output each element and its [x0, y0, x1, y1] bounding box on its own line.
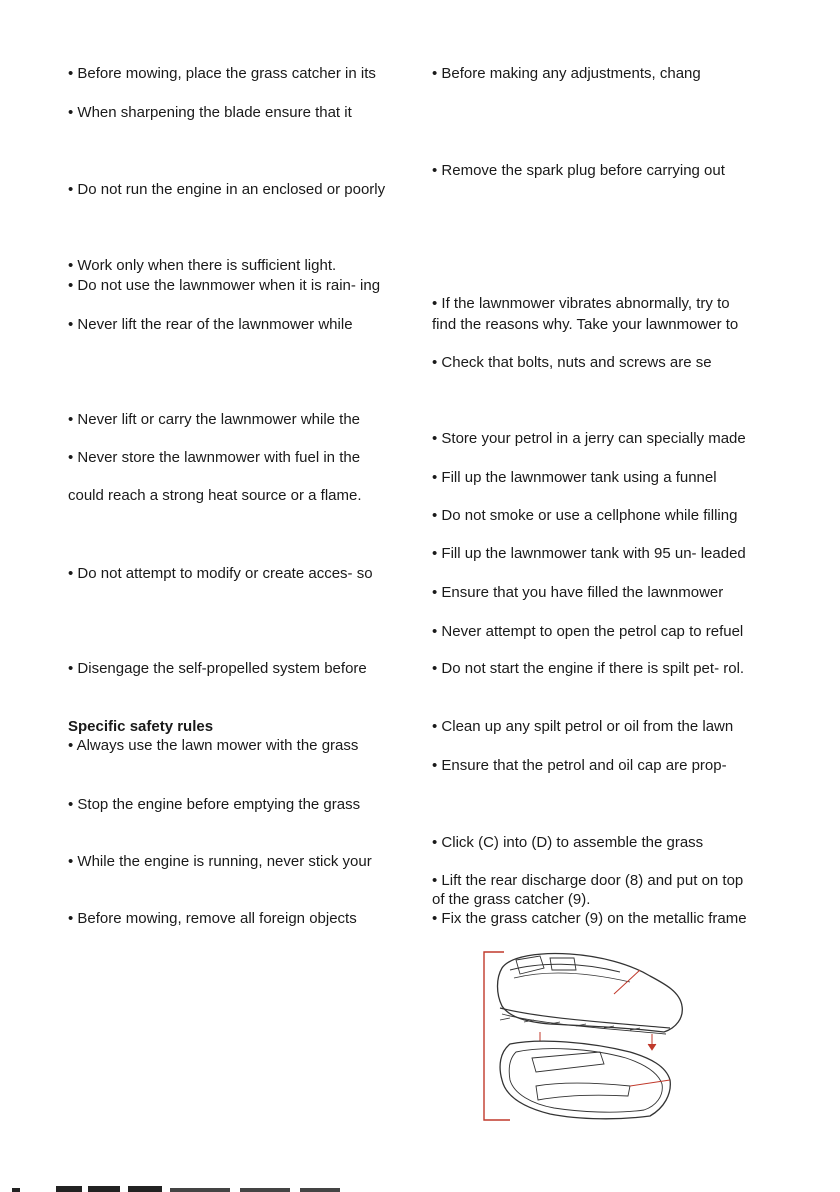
right-line-14: • Ensure that the petrol and oil cap are prop- — [432, 757, 727, 774]
section-heading-specific-safety-rules: Specific safety rules — [68, 718, 214, 735]
right-line-12: • Do not start the engine if there is spilt pet- rol. — [432, 660, 745, 677]
left-line-5: • Do not use the lawnmower when it is rain- ing — [68, 277, 381, 294]
left-line-2: • When sharpening the blade ensure that it — [68, 104, 352, 121]
right-line-3: • If the lawnmower vibrates abnormally, try to — [432, 295, 730, 312]
left-line-14: • While the engine is running, never stick your — [68, 853, 372, 870]
right-line-2: • Remove the spark plug before carrying out — [432, 162, 725, 179]
right-line-15: • Click (C) into (D) to assemble the grass — [432, 834, 704, 851]
left-line-11: • Disengage the self-propelled system before — [68, 660, 367, 677]
left-line-9: could reach a strong heat source or a flame. — [68, 487, 362, 504]
right-line-11: • Never attempt to open the petrol cap to refuel — [432, 623, 744, 640]
right-line-17: of the grass catcher (9). — [432, 891, 591, 908]
right-line-7: • Fill up the lawnmower tank using a funnel — [432, 469, 717, 486]
right-line-16: • Lift the rear discharge door (8) and put on top — [432, 872, 744, 889]
grass-catcher-assembly-diagram-icon — [480, 948, 690, 1126]
footer-marks-icon — [0, 1182, 380, 1192]
right-line-8: • Do not smoke or use a cellphone while filling — [432, 507, 738, 524]
right-line-18: • Fix the grass catcher (9) on the metallic frame — [432, 910, 747, 927]
left-line-3: • Do not run the engine in an enclosed or poorly — [68, 181, 386, 198]
left-line-1: • Before mowing, place the grass catcher in its — [68, 65, 376, 82]
left-line-7: • Never lift or carry the lawnmower while the — [68, 411, 361, 428]
left-line-12: • Always use the lawn mower with the grass — [68, 737, 359, 754]
left-line-6: • Never lift the rear of the lawnmower while — [68, 316, 353, 333]
right-line-1: • Before making any adjustments, chang — [432, 65, 701, 82]
left-line-13: • Stop the engine before emptying the grass — [68, 796, 361, 813]
right-line-9: • Fill up the lawnmower tank with 95 un- leaded — [432, 545, 746, 562]
left-line-15: • Before mowing, remove all foreign objects — [68, 910, 357, 927]
right-line-6: • Store your petrol in a jerry can specially made — [432, 430, 746, 447]
right-line-13: • Clean up any spilt petrol or oil from the lawn — [432, 718, 734, 735]
left-line-8: • Never store the lawnmower with fuel in the — [68, 449, 361, 466]
right-line-10: • Ensure that you have filled the lawnmower — [432, 584, 724, 601]
right-line-4: find the reasons why. Take your lawnmower to — [432, 316, 739, 333]
left-line-10: • Do not attempt to modify or create acces- so — [68, 565, 373, 582]
left-line-4: • Work only when there is sufficient light. — [68, 257, 337, 274]
right-line-5: • Check that bolts, nuts and screws are se — [432, 354, 712, 371]
